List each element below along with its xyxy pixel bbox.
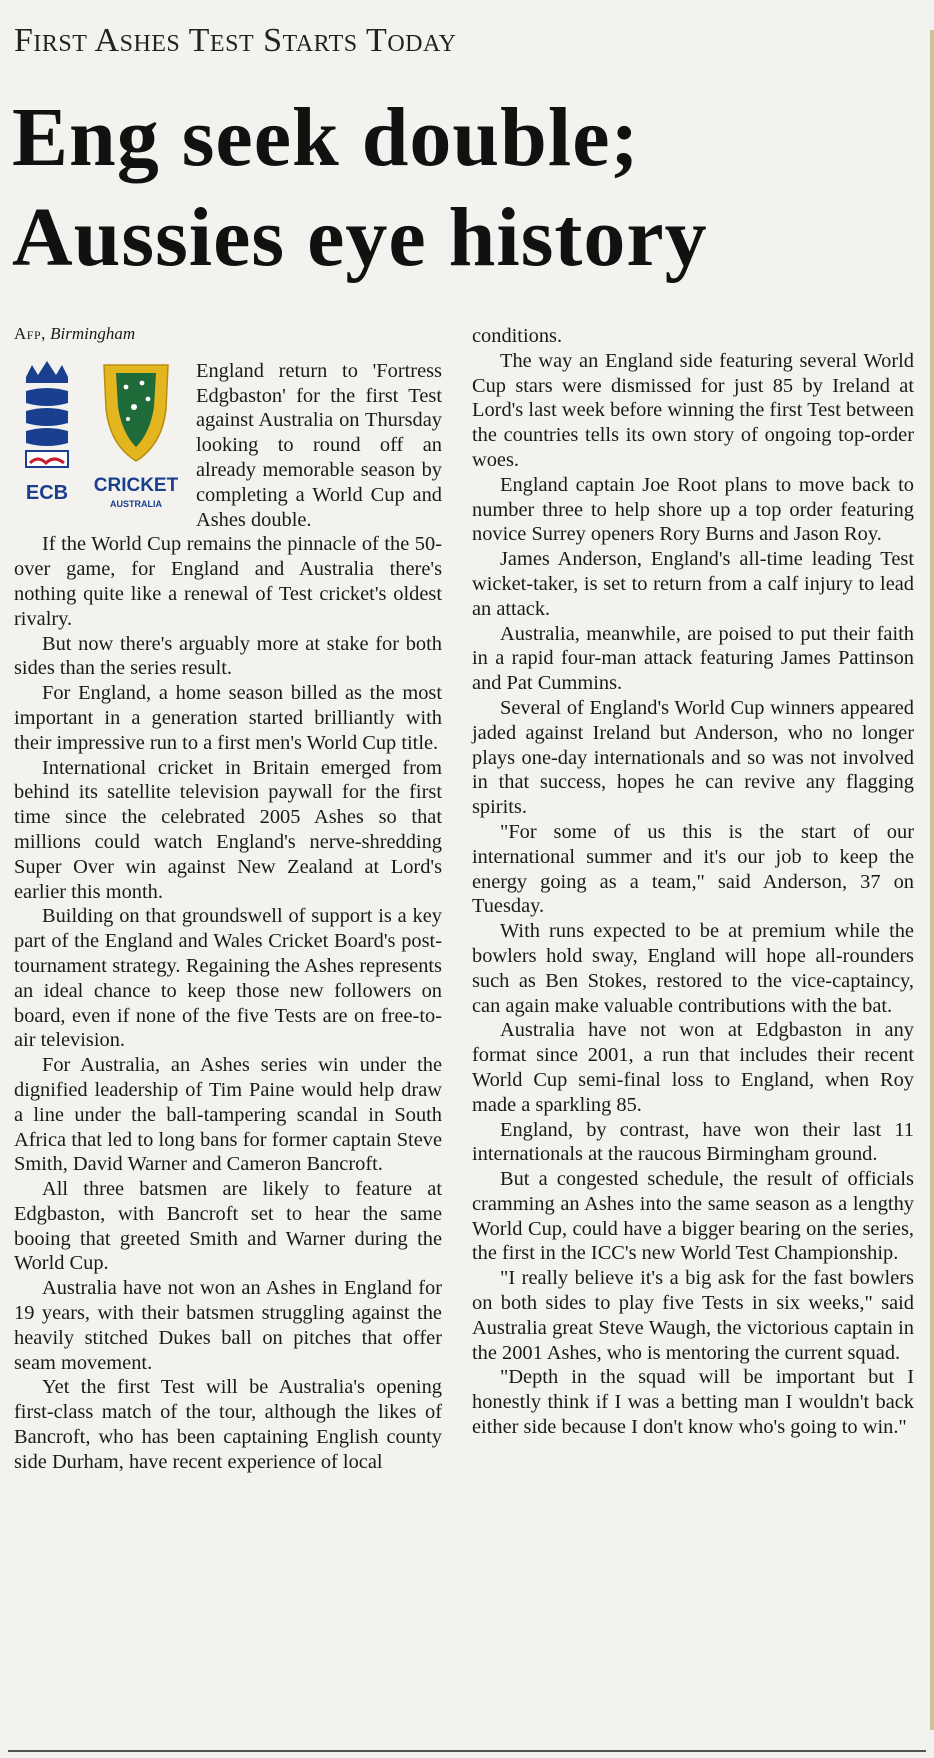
paragraph: If the World Cup remains the pinnacle of the 50-over game, for England and Australia there's nothing quite like a renewal of Test cricket's oldest rivalry. <box>14 533 442 630</box>
page-edge-divider <box>930 30 934 1730</box>
article-column-right <box>472 324 914 1440</box>
paragraph-continuation: conditions. <box>472 325 563 347</box>
paragraph: Several of England's World Cup winners appeared jaded against Ireland but Anderson, who no longer plays one-day internationals and so was not involved in that success, hopes he can revive any flagging spirits. <box>472 696 914 819</box>
paragraph: James Anderson, England's all-time leading Test wicket-taker, is set to return from a calf injury to lead an attack. <box>472 548 914 620</box>
paragraph: With runs expected to be at premium while the bowlers hold sway, England will hope all-rounders such as Ben Stokes, restored to the vice-captaincy, can again make valuable contributions with the bat. <box>472 920 914 1017</box>
headline-line-1: Eng seek double; <box>12 91 640 184</box>
paragraph: England captain Joe Root plans to move back to number three to help shore up a top order featuring novice Surrey openers Rory Burns and Jason Roy. <box>472 473 914 546</box>
ca-logo-text: CRICKET <box>93 474 179 496</box>
paragraph: "For some of us this is the start of our international summer and it's our job to keep the energy going as a team," said Anderson, 37 on Tuesday. <box>472 820 914 918</box>
paragraph: For England, a home season billed as the most important in a generation started brilliantly with their impressive run to a first men's World Cup title. <box>14 682 442 754</box>
paragraph: "Depth in the squad will be important but I honestly think if I was a betting man I wouldn't back either side because I don't know who's going to win." <box>472 1366 914 1439</box>
byline-place: Birmingham <box>50 324 136 343</box>
paragraph: The way an England side featuring several World Cup stars were dismissed for just 85 by Ireland at Lord's last week before winning the first Test between the countries tells its own story of ongoing top-order woes. <box>472 349 914 471</box>
paragraph: But now there's arguably more at stake for both sides than the series result. <box>14 632 442 680</box>
bottom-rule <box>8 1750 926 1752</box>
newspaper-page <box>8 0 926 1758</box>
headline <box>12 88 912 288</box>
paragraph: Australia, meanwhile, are poised to put their faith in a rapid four-man attack featuring James Pattinson and Pat Cummins. <box>472 622 914 695</box>
paragraph: But a congested schedule, the result of officials cramming an Ashes into the same season as a lengthy World Cup, could have a bigger bearing on the series, the first in the ICC's new World Test Championship. <box>472 1168 914 1265</box>
paragraph: England return to 'Fortress Edgbaston' for the first Test against Australia on Thursday looking to round off an already memorable season by completing a World Cup and Ashes double. <box>196 359 442 531</box>
paragraph: "I really believe it's a big ask for the fast bowlers on both sides to play five Tests in six weeks," said Australia great Steve Waugh, the victorious captain in the 2001 Ashes, who is mentoring the current squad. <box>472 1267 914 1364</box>
kicker: First Ashes Test Starts Today <box>14 22 457 59</box>
article-column-left <box>14 322 442 1475</box>
paragraph: Building on that groundswell of support is a key part of the England and Wales Cricket Board's post-tournament strategy. Regaining the Ashes represents an ideal chance to keep those new followers on board, even if none of the five Tests are on free-to-air television. <box>14 905 442 1052</box>
paragraph: International cricket in Britain emerged from behind its satellite television paywall for the first time since the celebrated 2005 Ashes so that millions could watch England's nerve-shredding Super Over win against New Zealand at Lord's earlier this month. <box>14 756 442 903</box>
paragraph: For Australia, an Ashes series win under the dignified leadership of Tim Paine would help draw a line under the ball-tampering scandal in South Africa that led to long bans for former captain Steve Smith, David Warner and Cameron Bancroft. <box>14 1054 442 1176</box>
paragraph: Yet the first Test will be Australia's opening first-class match of the tour, although the likes of Bancroft, who has been captaining English county side Durham, have recent experience of local <box>14 1376 442 1473</box>
ecb-logo-text: ECB <box>25 481 69 504</box>
paragraph: All three batsmen are likely to feature at Edgbaston, with Bancroft set to hear the same booing that greeted Smith and Warner during the World Cup. <box>14 1178 442 1275</box>
headline-line-2: Aussies eye history <box>12 191 708 284</box>
byline <box>14 322 442 347</box>
byline-agency: Afp, <box>14 324 46 343</box>
paragraph: Australia have not won an Ashes in England for 19 years, with their batsmen struggling against the heavily stitched Dukes ball on pitches that offer seam movement. <box>14 1277 442 1374</box>
ecb-logo-icon <box>18 359 76 515</box>
logos <box>14 359 184 523</box>
paragraph: England, by contrast, have won their last 11 internationals at the raucous Birmingham ground. <box>472 1118 914 1166</box>
ca-logo-subtext: AUSTRALIA <box>110 498 162 509</box>
cricket-australia-logo-icon <box>90 359 182 517</box>
paragraph: Australia have not won at Edgbaston in any format since 2001, a run that includes their recent World Cup semi-final loss to England, when Roy made a sparkling 85. <box>472 1019 914 1116</box>
